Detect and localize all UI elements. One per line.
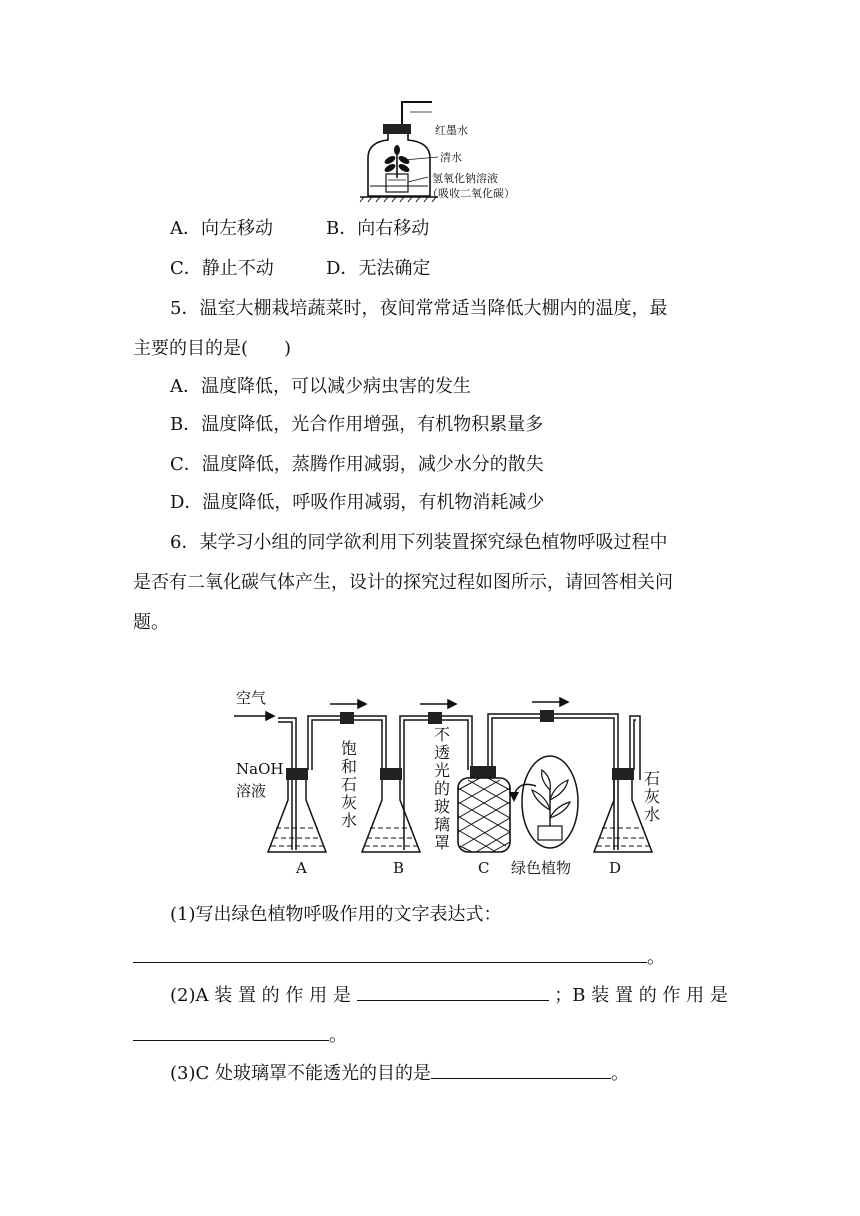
- label-flask-a: A: [296, 859, 307, 877]
- q6-sub3: [170, 1060, 629, 1085]
- option-text: 静止不动: [201, 258, 274, 279]
- q6-stem-line2: 是否有二氧化碳气体产生，设计的探究过程如图所示，请回答相关问: [133, 572, 673, 593]
- answer-blank-a[interactable]: [357, 982, 549, 1001]
- label-naoh-solution: NaOH溶液: [236, 760, 284, 800]
- q5-stem-line2: 主要的目的是( ): [133, 338, 292, 359]
- label-opaque-cover: 不透光的玻璃罩: [433, 725, 450, 852]
- label-flask-d: D: [609, 859, 622, 877]
- option-text: 向左移动: [201, 218, 273, 239]
- q6-stem-line1: 6．某学习小组的同学欲利用下列装置探究绿色植物呼吸过程中: [170, 532, 668, 553]
- q6-sub2-line2: [133, 1022, 347, 1047]
- label-flask-b: B: [393, 859, 405, 877]
- sub2-text-a: (2)A 装 置 的 作 用 是: [170, 985, 351, 1006]
- answer-blank[interactable]: [133, 944, 647, 963]
- q6-sub1-answer: [133, 944, 665, 969]
- option-letter: C．: [170, 258, 202, 279]
- label-naoh: 氢氧化钠溶液: [432, 172, 498, 185]
- label-cover-c: C: [478, 859, 490, 877]
- sub2-text-b: ；B 装 置 的 作 用 是: [554, 985, 728, 1006]
- answer-blank-b[interactable]: [133, 1022, 329, 1041]
- q5-option-d: D．温度降低，呼吸作用减弱，有机物消耗减少: [170, 492, 545, 513]
- label-water: 清水: [440, 151, 462, 164]
- label-limewater-d: 石灰水: [643, 769, 660, 824]
- q5-option-a: A．温度降低，可以减少病虫害的发生: [170, 376, 471, 397]
- option-letter: B．: [326, 218, 358, 239]
- option-text: 无法确定: [358, 258, 431, 279]
- option-text: 向右移动: [357, 218, 430, 239]
- option-letter: A．: [170, 218, 201, 239]
- q6-sub1: (1)写出绿色植物呼吸作用的文字表达式：: [170, 904, 502, 925]
- q6-stem-line3: 题。: [133, 612, 169, 633]
- q6-sub2-line1: [170, 982, 728, 1007]
- label-saturated-limewater: 饱和石灰水: [340, 739, 357, 830]
- option-letter: D．: [326, 258, 359, 279]
- label-air: 空气: [236, 689, 267, 707]
- period: 。: [611, 1063, 629, 1084]
- label-green-plant: 绿色植物: [511, 859, 572, 877]
- q5-stem-line1: 5．温室大棚栽培蔬菜时，夜间常常适当降低大棚内的温度，最: [170, 298, 668, 319]
- label-absorb-co2: （吸收二氧化碳）: [427, 187, 515, 200]
- label-red-ink: 红墨水: [435, 124, 468, 137]
- period: 。: [647, 947, 665, 968]
- answer-blank[interactable]: [431, 1060, 611, 1079]
- q5-option-b: B．温度降低，光合作用增强，有机物积累量多: [170, 414, 544, 435]
- sub3-text: (3)C 处玻璃罩不能透光的目的是: [170, 1063, 431, 1084]
- q5-option-c: C．温度降低，蒸腾作用减弱，减少水分的散失: [170, 454, 544, 475]
- period: 。: [329, 1025, 347, 1046]
